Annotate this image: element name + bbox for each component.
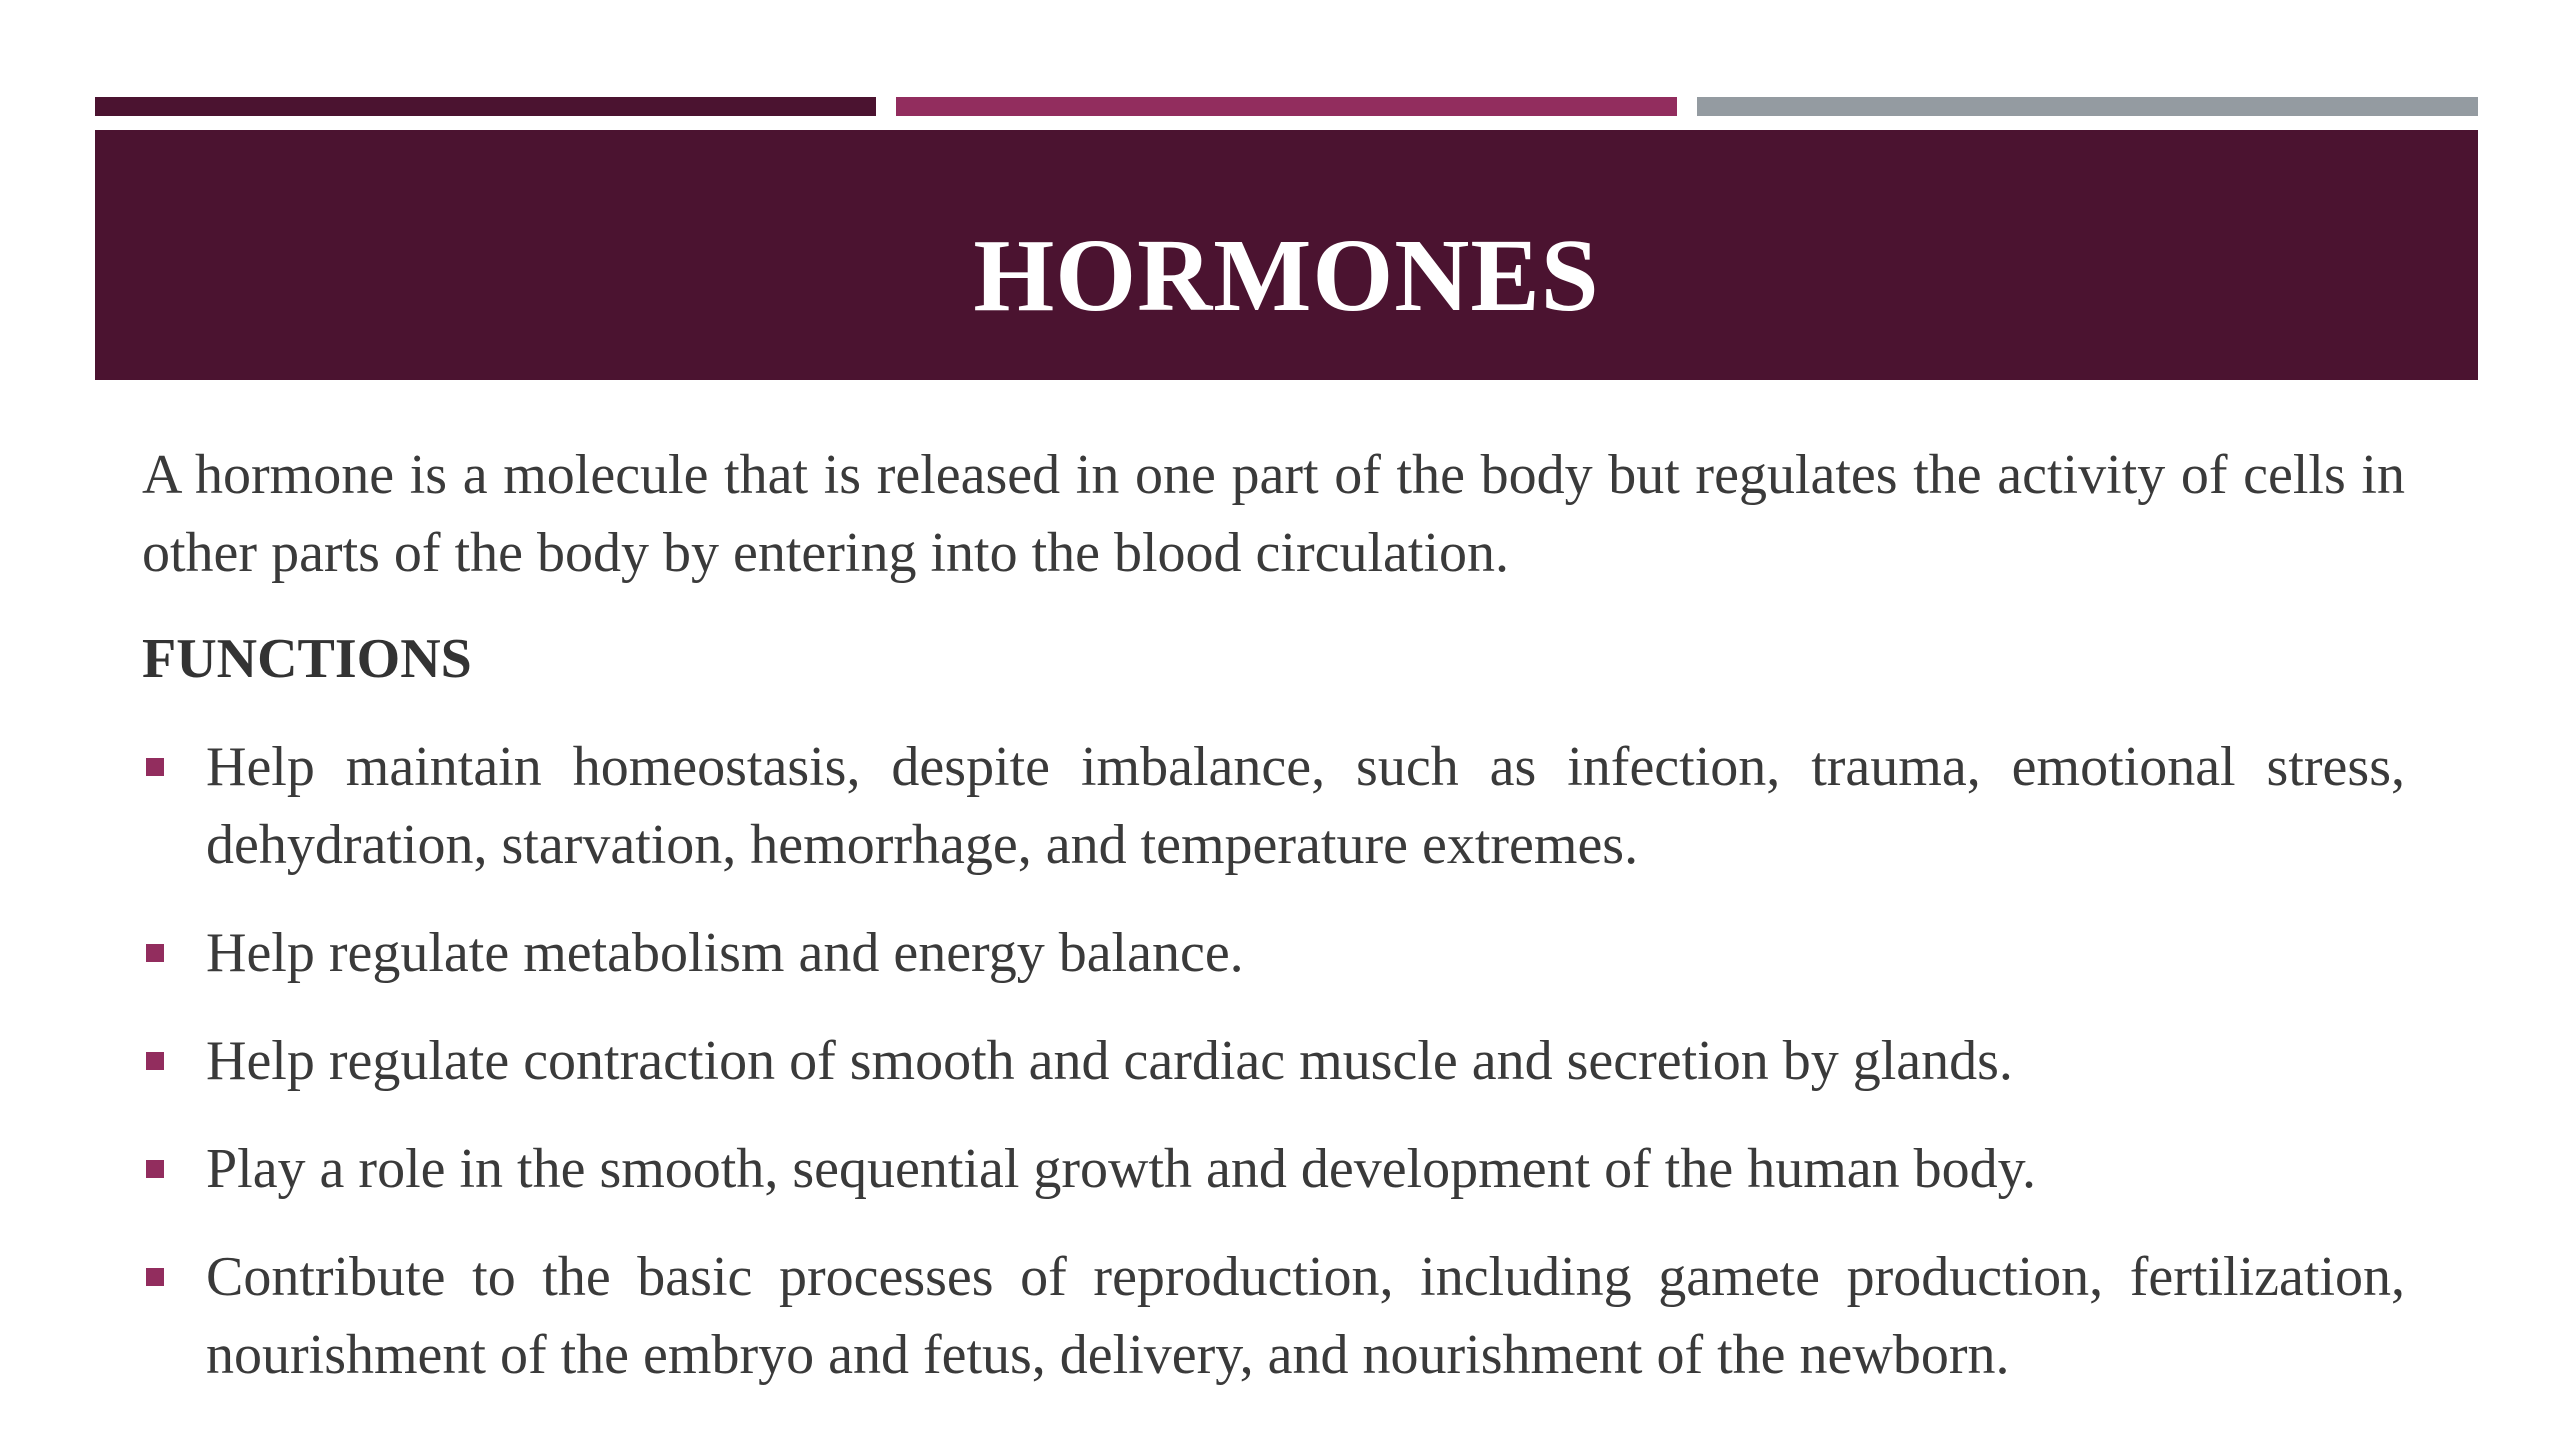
square-bullet-icon [146,1052,164,1070]
bullet-text: Help regulate metabolism and energy balance. [206,922,1244,984]
bullet-text: Help regulate contraction of smooth and cardiac muscle and secretion by glands. [206,1030,2013,1092]
square-bullet-icon [146,1268,164,1286]
section-heading: FUNCTIONS [142,628,472,690]
square-bullet-icon [146,1160,164,1178]
bullet-text: Help maintain homeostasis, despite imbalance, such as infection, trauma, emotional stress, dehydration, starvation, hemorrhage, and temperature extremes. [206,736,2405,876]
accent-bar-dark [95,97,876,116]
bullet-item [142,1022,2405,1100]
bullet-list [142,728,2405,1394]
slide-title: HORMONES [973,217,1600,333]
bullet-text: Contribute to the basic processes of reproduction, including gamete production, fertilization, nourishment of the embryo and fetus, delivery, and nourishment of the newborn. [206,1246,2405,1386]
bullet-item [142,1130,2405,1208]
bullet-item [142,1238,2405,1394]
bullet-item [142,728,2405,884]
title-band [95,130,2478,380]
square-bullet-icon [146,944,164,962]
bullet-item [142,914,2405,992]
bullet-text: Play a role in the smooth, sequential growth and development of the human body. [206,1138,2036,1200]
slide-content [142,436,2405,1424]
square-bullet-icon [146,758,164,776]
accent-bar-magenta [896,97,1677,116]
intro-paragraph: A hormone is a molecule that is released in one part of the body but regulates the activity of cells in other parts of the body by entering into the blood circulation. [142,444,2405,584]
accent-bar-gray [1697,97,2478,116]
